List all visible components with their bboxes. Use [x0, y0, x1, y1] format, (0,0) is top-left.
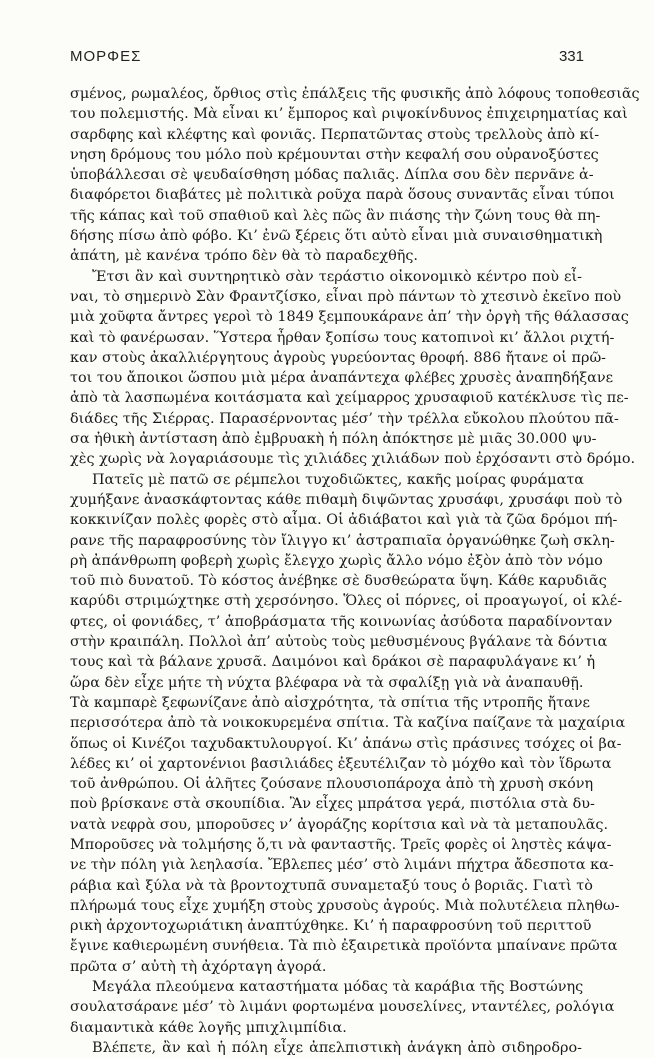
text-line: ὅπως οἱ Κινέζοι ταχυδακτυλουργοί. Κι’ ἀπάνω στὶς πράσινες τσόχες οἱ βα- [70, 735, 622, 752]
page-header [70, 48, 584, 72]
text-line: τοῦ πιὸ δυνατοῦ. Τὸ κόστος ἀνέβηκε σὲ δυσθεώρατα ὕψη. Κάθε καρυδιᾶς [70, 573, 607, 590]
text-line: δήσης πίσω ἀπὸ φόβο. Κι’ ἐνῶ ξέρεις ὅτι αὐτὸ εἶναι μιὰ συναισθηματικὴ [70, 228, 603, 245]
text-line: ρανε τῆς παραφροσύνης τὸν ἴλιγγο κι’ ἀστραπιαῖα ὀργανώθηκε ζωὴ σκλη- [70, 532, 615, 549]
text-line: ρικὴ ἀρχοντοχωριάτικη ἀναπτύχθηκε. Κι’ ἡ παραφροσύνη τοῦ περιττοῦ [70, 918, 592, 935]
text-line: ἀπὸ τὰ λασπωμένα κοιτάσματα καὶ χείμαρρος χρυσαφιοῦ κατέκλυσε τὶς πε- [70, 390, 629, 407]
text-line: διάδες τῆς Σιέρρας. Παρασέρνοντας μέσ’ τὴν τρέλλα εὔκολου πλούτου πᾶ- [70, 410, 619, 427]
text-line: καν στοὺς ἀκαλλιέργητους ἀγροὺς γυρεύοντας θροφή. 886 ἤτανε οἱ πρῶ- [70, 349, 607, 366]
text-line: τοῦ ἀνθρώπου. Οἱ ἀλῆτες ζούσανε πλουσιοπάροχα ἀπὸ τὴ χρυσὴ σκόνη [70, 776, 594, 793]
text-line: στὴν κραιπάλη. Πολλοὶ ἀπ’ αὐτοὺς τοὺς μεθυσμένους βγάλανε τὰ δόντια [70, 634, 608, 651]
text-line: Μποροῦσες νὰ τολμήσης ὅ,τι νὰ φανταστῆς. Τρεῖς φορὲς οἱ ληστὲς κάψα- [70, 836, 612, 853]
page-number: 331 [558, 48, 584, 65]
text-line: ράβια καὶ ξύλα νὰ τὰ βροντοχτυπᾶ συναμεταξύ τους ὁ βοριᾶς. Γιατὶ τὸ [70, 877, 593, 894]
text-line: καρύδι στριμώχτηκε στὴ χερσόνησο. Ὅλες οἱ πόρνες, οἱ προαγωγοί, οἱ κλέ- [70, 593, 623, 610]
text-line: Μεγάλα πλεούμενα καταστήματα μόδας τὰ καράβια τῆς Βοστώνης [92, 979, 584, 996]
text-line: τῆς κάπας καὶ τοῦ σπαθιοῦ καὶ λὲς πῶς ἂν πιάσης τὴν ζώνη τους θὰ πη- [70, 207, 601, 224]
running-head: ΜΟΡΦΕΣ [70, 48, 142, 65]
text-line: περισσότερα ἀπὸ τὰ νοικοκυρεμένα σπίτια. Τὰ καζίνα παίζανε τὰ μαχαίρια [70, 715, 626, 732]
text-line: καὶ τὸ φανέρωσαν. Ὕστερα ἦρθαν ξοπίσω τους κατοπινοὶ κι’ ἄλλοι ριχτή- [70, 329, 615, 346]
body-text [70, 84, 640, 1058]
text-line: ἔγινε καθιερωμένη συνήθεια. Τὰ πιὸ ἐξαιρετικὰ προϊόντα μπαίνανε πρῶτα [70, 938, 618, 955]
text-line: μιὰ χοῦφτα ἄντρες γεροὶ τὸ 1849 ξεμπουκάρανε ἀπ’ τὴν ὀργὴ τῆς θάλασσας [70, 309, 629, 326]
text-line: φτες, οἱ φονιάδες, τ’ ἀποβράσματα τῆς κοινωνίας ἀσύδοτα παραδίνονταν [70, 613, 613, 630]
text-line: χυμήξανε ἀνασκάφτοντας κάθε πιθαμὴ διψῶντας χρυσάφι, χρυσάφι ποὺ τὸ [70, 491, 623, 508]
text-line: τοι του ἄποικοι ὥσπου μιὰ μέρα ἀναπάντεχα φλέβες χρυσὲς ἀναπηδήξανε [70, 370, 614, 387]
text-line: Τὰ καμπαρὲ ξεφωνίζανε ἀπὸ αἰσχρότητα, τὰ σπίτια τῆς ντροπῆς ἤτανε [70, 694, 590, 711]
text-line: ρὴ ἀπάνθρωπη φοβερὴ χωρὶς ἔλεγχο χωρὶς ἄλλο νόμο ἐξὸν ἀπὸ τὸν νόμο [70, 552, 603, 569]
text-line: τους καὶ τὰ βάλανε χρυσᾶ. Δαιμόνοι καὶ δράκοι σὲ παραφυλάγανε κι’ ἡ [70, 654, 596, 671]
text-line: κοκκινίζαν πολὲς φορὲς στὸ αἷμα. Οἱ ἀδιάβατοι καὶ γιὰ τὰ ζῶα δρόμοι πή- [70, 512, 618, 529]
text-line: ποὺ βρίσκανε στὰ σκουπίδια. Ἂν εἶχες μπράτσα γερά, πιστόλια στὰ δυ- [70, 796, 595, 813]
text-line: νηση δρόμους του μόλο ποὺ κρέμουνται στὴν κεφαλή σου οὐρανοξύστες [70, 146, 599, 163]
text-line: νατὰ νεφρὰ σου, μποροῦσες ν’ ἀγοράζης κορίτσια καὶ νὰ τὰ μεταπουλᾶς. [70, 816, 609, 833]
text-line: ὥρα δὲν εἶχε μήτε τὴ νύχτα βλέφαρα νὰ τὰ σφαλίξῃ γιὰ νὰ ἀναπαυθῇ. [70, 674, 584, 691]
text-line: νε τὴν πόλη γιὰ λεηλασία. Ἔβλεπες μέσ’ στὸ λιμάνι πήχτρα ἄδεσποτα κα- [70, 857, 614, 874]
text-line: διαφόρετοι διαβάτες μὲ πολιτικὰ ροῦχα παρὰ ὅσους συναντᾶς εἶναι τύποι [70, 187, 615, 204]
text-line: διαμαντικὰ κάθε λογῆς μπιχλιμπίδια. [70, 1019, 347, 1036]
text-line: ἀπάτη, μὲ κανένα τρόπο δὲν θὰ τὸ παραδεχθῆς. [70, 248, 418, 265]
text-line: πρῶτα σ’ αὐτὴ τὴ ἀχόρταγη ἀγορά. [70, 958, 327, 975]
text-line: ὑποβάλλεσαι σὲ ψευδαίσθηση μόδας παλιᾶς. Δίπλα σου δὲν περνᾶνε ἀ- [70, 167, 594, 184]
text-line: του πολεμιστής. Μὰ εἶναι κι’ ἔμπορος καὶ ριψοκίνδυνος ἐπιχειρηματίας καὶ [70, 106, 628, 123]
text-line: χὲς χωρὶς νὰ λογαριάσουμε τὶς χιλιάδες χιλιάδων ποὺ ἐρχόσαντι στὸ δρόμο. [70, 451, 636, 468]
text-line: λέδες κι’ οἱ χαρτονένιοι βασιλιάδες ἐξευτέλιζαν τὸ μόχθο καὶ τὸν ἵδρωτα [70, 755, 612, 772]
text-line: σμένος, ρωμαλέος, ὄρθιος στὶς ἐπάλξεις τῆς φυσικῆς ἀπὸ λόφους τοποθεσιᾶς [70, 86, 640, 102]
text-line: σαρδφης καὶ κλέφτης καὶ φονιᾶς. Περπατῶντας στοὺς τρελλοὺς ἀπὸ κί- [70, 126, 600, 143]
text-line: ναι, τὸ σημερινὸ Σὰν Φραντζίσκο, εἶναι πρὸ πάντων τὸ χτεσινὸ ἐκεῖνο ποὺ [70, 288, 622, 305]
text-line: σα ἠθικὴ ἀντίσταση ἀπὸ ἐμβρυακὴ ἡ πόλη ἀπόκτησε μὲ μιᾶς 30.000 ψυ- [70, 431, 597, 448]
text-line: πλήρωμά τους εἶχε χυμήξη στοὺς χρυσοὺς ἀγρούς. Μιὰ πολυτέλεια πληθω- [70, 897, 620, 914]
text-line: σουλατσάρανε μέσ’ τὸ λιμάνι φορτωμένα μουσελίνες, νταντέλες, ρολόγια [70, 999, 615, 1016]
text-line: Πατεῖς μὲ πατῶ σε ρέμπελοι τυχοδιῶκτες, κακῆς μοίρας φυράματα [92, 471, 585, 488]
text-line: Ἔτσι ἂν καὶ συντηρητικὸ σὰν τεράστιο οἰκονομικὸ κέντρο ποὺ εἶ- [92, 268, 582, 285]
text-line: Βλέπετε, ἂν καὶ ἡ πόλη εἶχε ἀπελπιστικὴ ἀνάγκη ἀπὸ σιδηροδρο- [92, 1039, 582, 1056]
